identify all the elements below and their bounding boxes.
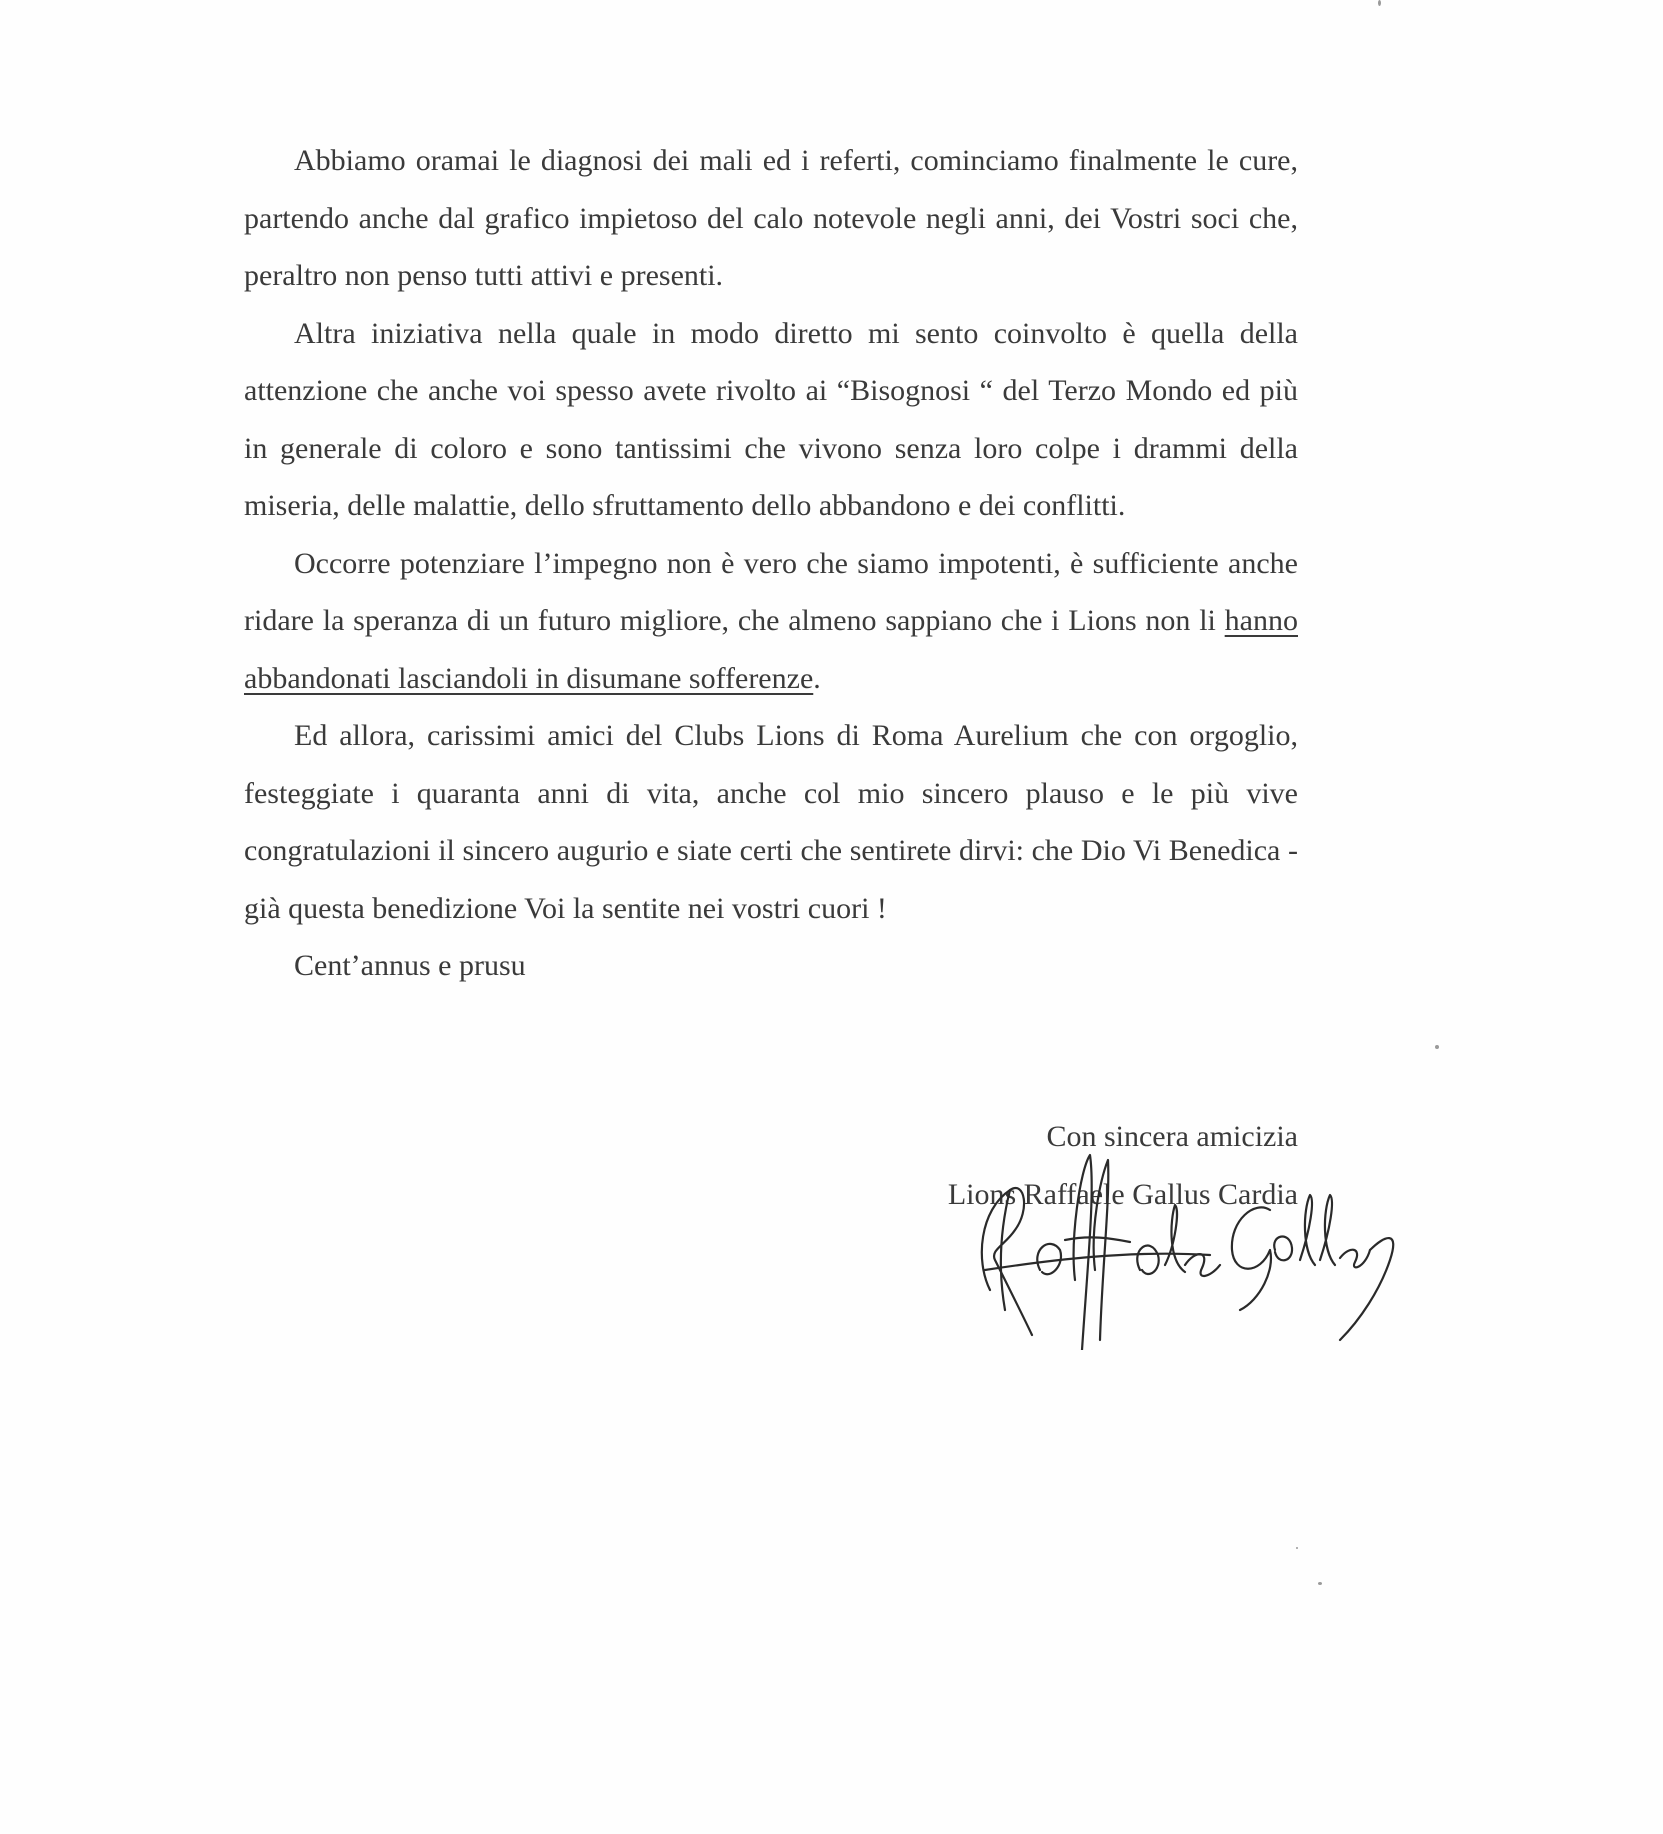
scan-speck [1378,0,1381,6]
paragraph-2: Altra iniziativa nella quale in modo diretto mi sento coinvolto è quella della attenzione che anche voi spesso avete rivolto ai “Bisognosi “ del Terzo Mondo ed più in generale di coloro e sono tantissimi che vivono senza loro colpe i drammi della miseria, delle malattie, dello sfruttamento dello abbandono e dei conflitti. [244,316,1298,522]
paragraph-1: Abbiamo oramai le diagnosi dei mali ed i referti, cominciamo finalmente le cure, partendo anche dal grafico impietoso del calo notevole negli anni, dei Vostri soci che, peraltro non penso tutti attivi e presenti. [244,144,1298,292]
paragraph-3-text: Occorre potenziare l’impegno non è vero che siamo impotenti, è sufficiente anche ridare la speranza di un futuro migliore, che almeno sappiano che i Lions non li [244,546,1298,637]
handwritten-signature [970,1150,1410,1350]
paragraph-3-end: . [813,661,821,695]
scan-speck [1435,1045,1439,1049]
scan-speck [1318,1582,1322,1585]
closing-line: Cent’annus e prusu [294,949,526,982]
signer-name: Lions Raffaele Gallus Cardia [947,1178,1298,1211]
paragraph-4: Ed allora, carissimi amici del Clubs Lions di Roma Aurelium che con orgoglio, festeggiate i quaranta anni di vita, anche col mio sincero plauso e le più vive congratulazioni il sincero augurio e siate certi che sentirete dirvi: che Dio Vi Benedica - già questa benedizione Voi la sentite nei vostri cuori ! [244,719,1298,925]
underlined-phrase: hanno abbandonati lasciandoli in disumane sofferenze [244,604,1298,695]
salutation: Con sincera amicizia [1046,1120,1298,1153]
paragraph-3 [244,535,1298,708]
scan-speck [1296,1547,1298,1549]
letter-body [244,132,1298,995]
